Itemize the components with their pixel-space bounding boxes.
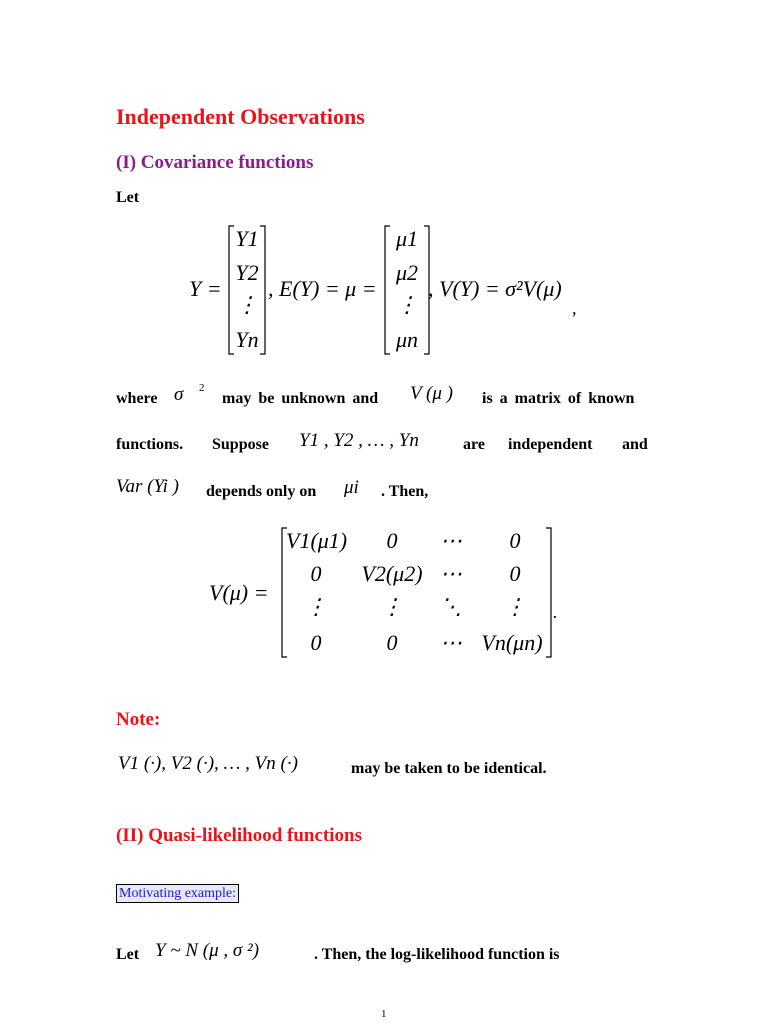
let-label: Let [116, 189, 140, 206]
m-r2-c3: ⋯ [440, 561, 462, 586]
m-r1-c2: 0 [386, 528, 398, 553]
section-heading-covariance: (I) Covariance functions [116, 152, 314, 173]
m-r4-c4: Vn(μn) [481, 630, 543, 655]
depends-only-on-text: depends only on [206, 483, 317, 500]
functions-label: functions. [116, 436, 184, 453]
mu-vec-1: μ1 [395, 226, 419, 251]
sigma-exponent: 2 [199, 382, 205, 394]
y-vec-1: Y1 [235, 226, 259, 251]
m-r4-c1: 0 [310, 630, 322, 655]
m-r1-c3: ⋯ [440, 528, 462, 553]
eq2-lhs: V(μ) = [209, 580, 269, 605]
y-vec-3: ⋮ [236, 292, 258, 317]
then-text: . Then, [381, 483, 429, 500]
m-r3-c4: ⋮ [504, 594, 526, 619]
are-label: are [463, 436, 485, 453]
m-r1-c4: 0 [509, 528, 521, 553]
m-r2-c4: 0 [509, 561, 521, 586]
var-yi-symbol: Var (Yi ) [116, 476, 179, 497]
page-number: 1 [381, 1008, 387, 1020]
sigma-symbol: σ [174, 384, 184, 405]
final-text: . Then, the log-likelihood function is [314, 946, 560, 963]
mu-vec-n: μn [395, 327, 419, 352]
independent-label: independent [508, 436, 593, 453]
y-sequence: Y1 , Y2 , … , Yn [299, 430, 419, 451]
page-title: Independent Observations [116, 104, 365, 129]
mu-vec-3: ⋮ [396, 292, 418, 317]
motivating-example-box: Motivating example: [116, 884, 239, 903]
note-text: may be taken to be identical. [351, 760, 547, 777]
eq1-y-lhs: Y = [189, 276, 222, 301]
suppose-label: Suppose [212, 436, 269, 453]
mu-i-symbol: μi [344, 477, 359, 498]
m-r2-c2: V2(μ2) [361, 561, 423, 586]
mu-vec-2: μ2 [395, 260, 419, 285]
m-r3-c1: ⋮ [305, 594, 327, 619]
normal-distribution: Y ~ N (μ , σ ²) [155, 940, 260, 961]
y-vec-2: Y2 [235, 260, 259, 285]
m-r4-c3: ⋯ [440, 630, 462, 655]
eq1-variance: , V(Y) = σ²V(μ) [428, 276, 562, 301]
m-r2-c1: 0 [310, 561, 322, 586]
text-may-be-unknown: may be unknown and [222, 390, 379, 407]
note-heading: Note: [116, 709, 161, 730]
final-let-label: Let [116, 946, 140, 963]
m-r3-c2: ⋮ [381, 594, 403, 619]
section-heading-quasi-likelihood: (II) Quasi-likelihood functions [116, 825, 362, 846]
v-mu-symbol: V (μ ) [410, 383, 453, 404]
y-vec-n: Yn [235, 327, 259, 352]
and-label: and [622, 436, 648, 453]
eq2-trailing-period: . [553, 602, 558, 622]
eq1-expectation: , E(Y) = μ = [268, 276, 377, 301]
text-matrix-known: is a matrix of known [482, 390, 635, 407]
m-r3-c3: ⋱ [440, 594, 462, 619]
m-r1-c1: V1(μ1) [286, 528, 348, 553]
where-label: where [116, 390, 158, 407]
eq1-trailing-comma: , [572, 298, 577, 318]
note-functions: V1 (·), V2 (·), … , Vn (·) [118, 753, 298, 774]
m-r4-c2: 0 [386, 630, 398, 655]
